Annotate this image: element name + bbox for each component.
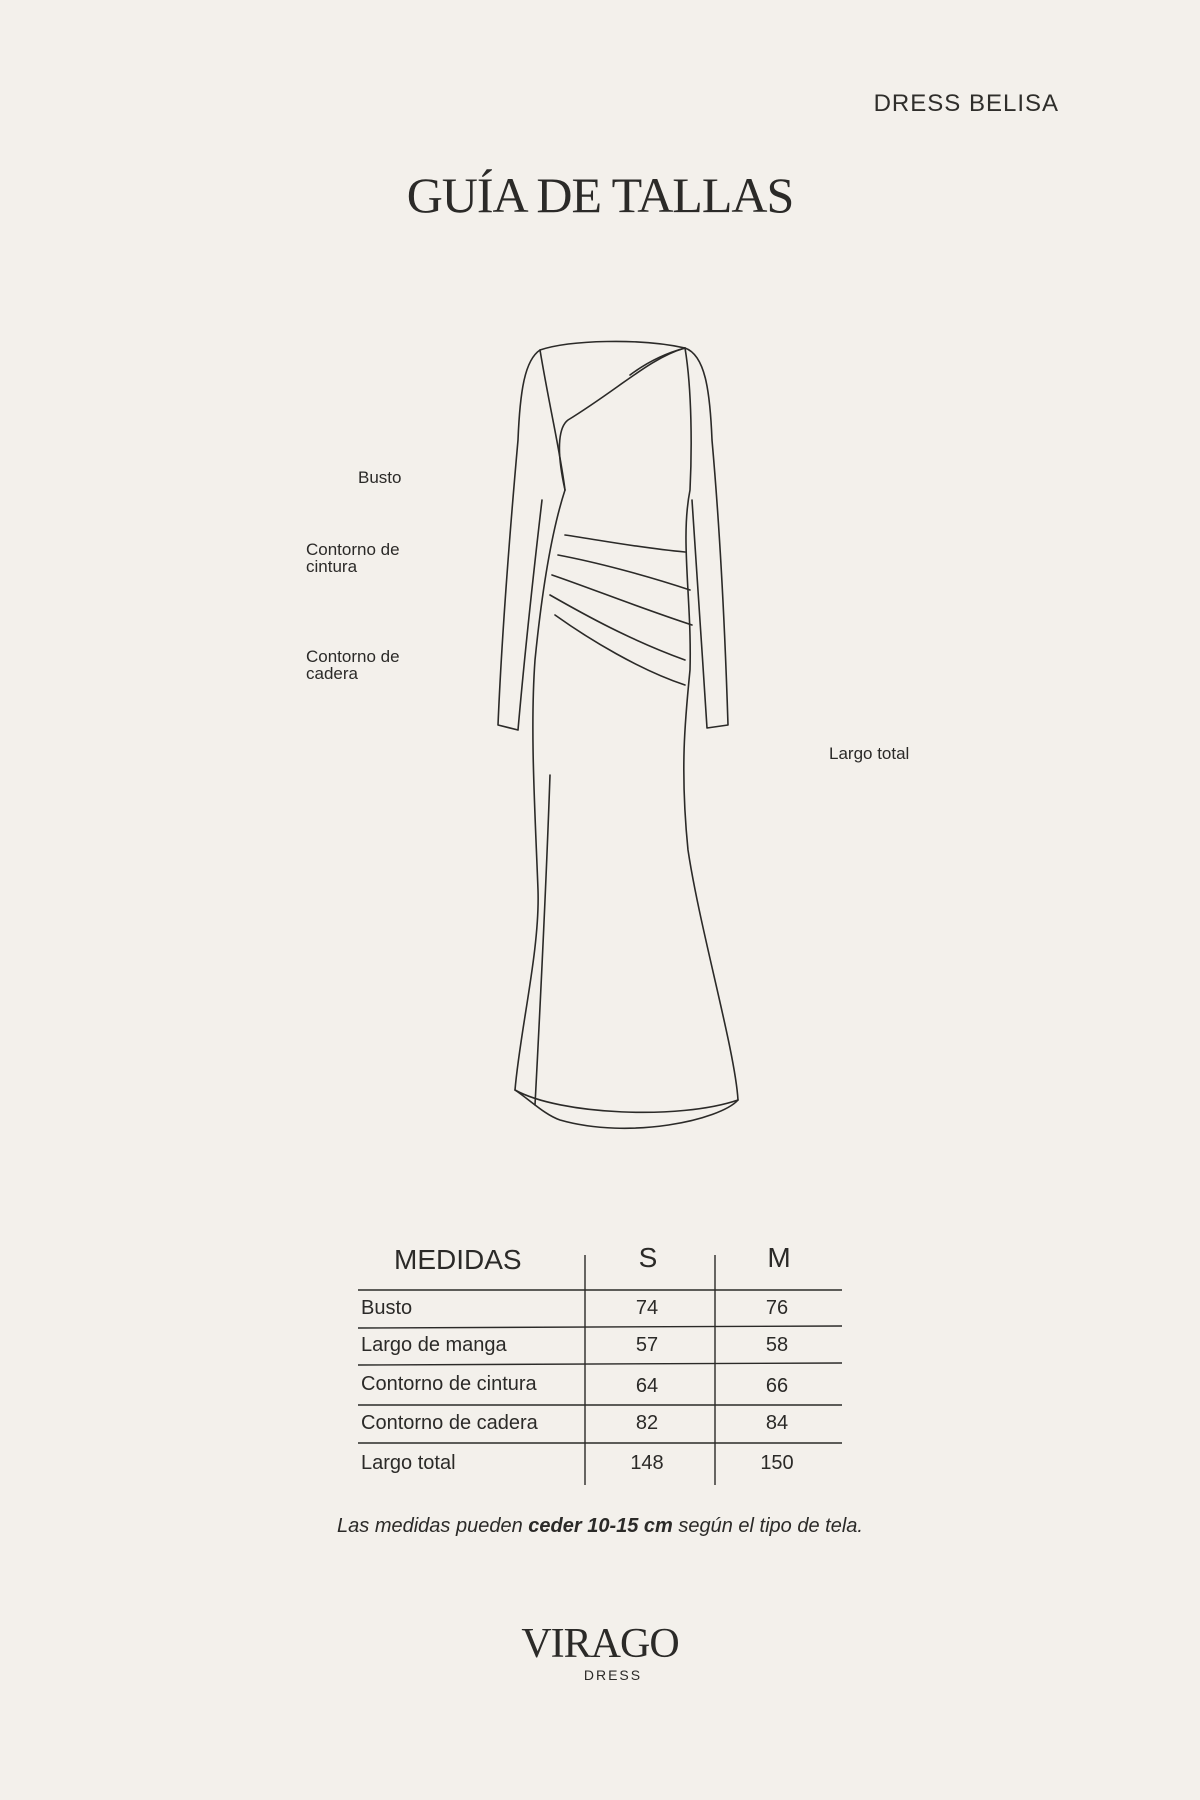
fabric-note-prefix: Las medidas pueden xyxy=(337,1515,529,1537)
size-table-header-medidas: MEDIDAS xyxy=(394,1244,522,1275)
table-cell-s: 74 xyxy=(635,1297,659,1319)
table-cell-s: 148 xyxy=(630,1452,664,1474)
table-row-label: Largo total xyxy=(361,1452,456,1474)
table-row-label: Contorno de cintura xyxy=(361,1373,537,1395)
fabric-note xyxy=(0,1515,1200,1538)
page-title: GUÍA DE TALLAS xyxy=(406,167,794,223)
dress-illustration xyxy=(480,330,760,1140)
label-bust: Busto xyxy=(358,468,402,487)
table-cell-m: 84 xyxy=(765,1412,789,1434)
fabric-note-suffix: según el tipo de tela. xyxy=(672,1515,863,1537)
table-cell-s: 64 xyxy=(635,1375,659,1397)
label-hip: Contorno de cadera xyxy=(306,647,400,683)
table-cell-s: 82 xyxy=(635,1412,659,1434)
table-cell-m: 58 xyxy=(765,1334,789,1356)
table-row-label: Busto xyxy=(361,1297,413,1319)
table-cell-m: 76 xyxy=(765,1297,789,1319)
table-cell-m: 150 xyxy=(760,1452,794,1474)
size-table-header-m: M xyxy=(767,1242,791,1273)
label-waist: Contorno de cintura xyxy=(306,540,400,576)
table-row-label: Contorno de cadera xyxy=(361,1412,538,1434)
table-cell-s: 57 xyxy=(635,1334,659,1356)
table-row-label: Largo de manga xyxy=(361,1334,507,1356)
label-length: Largo total xyxy=(829,744,910,763)
table-cell-m: 66 xyxy=(765,1375,789,1397)
brand-logo: VIRAGO xyxy=(521,1621,679,1667)
brand-subtitle: DRESS xyxy=(583,1667,643,1683)
size-table-header-s: S xyxy=(638,1242,658,1273)
product-name: DRESS BELISA xyxy=(873,90,1059,117)
fabric-note-bold: ceder 10-15 cm xyxy=(528,1515,673,1537)
